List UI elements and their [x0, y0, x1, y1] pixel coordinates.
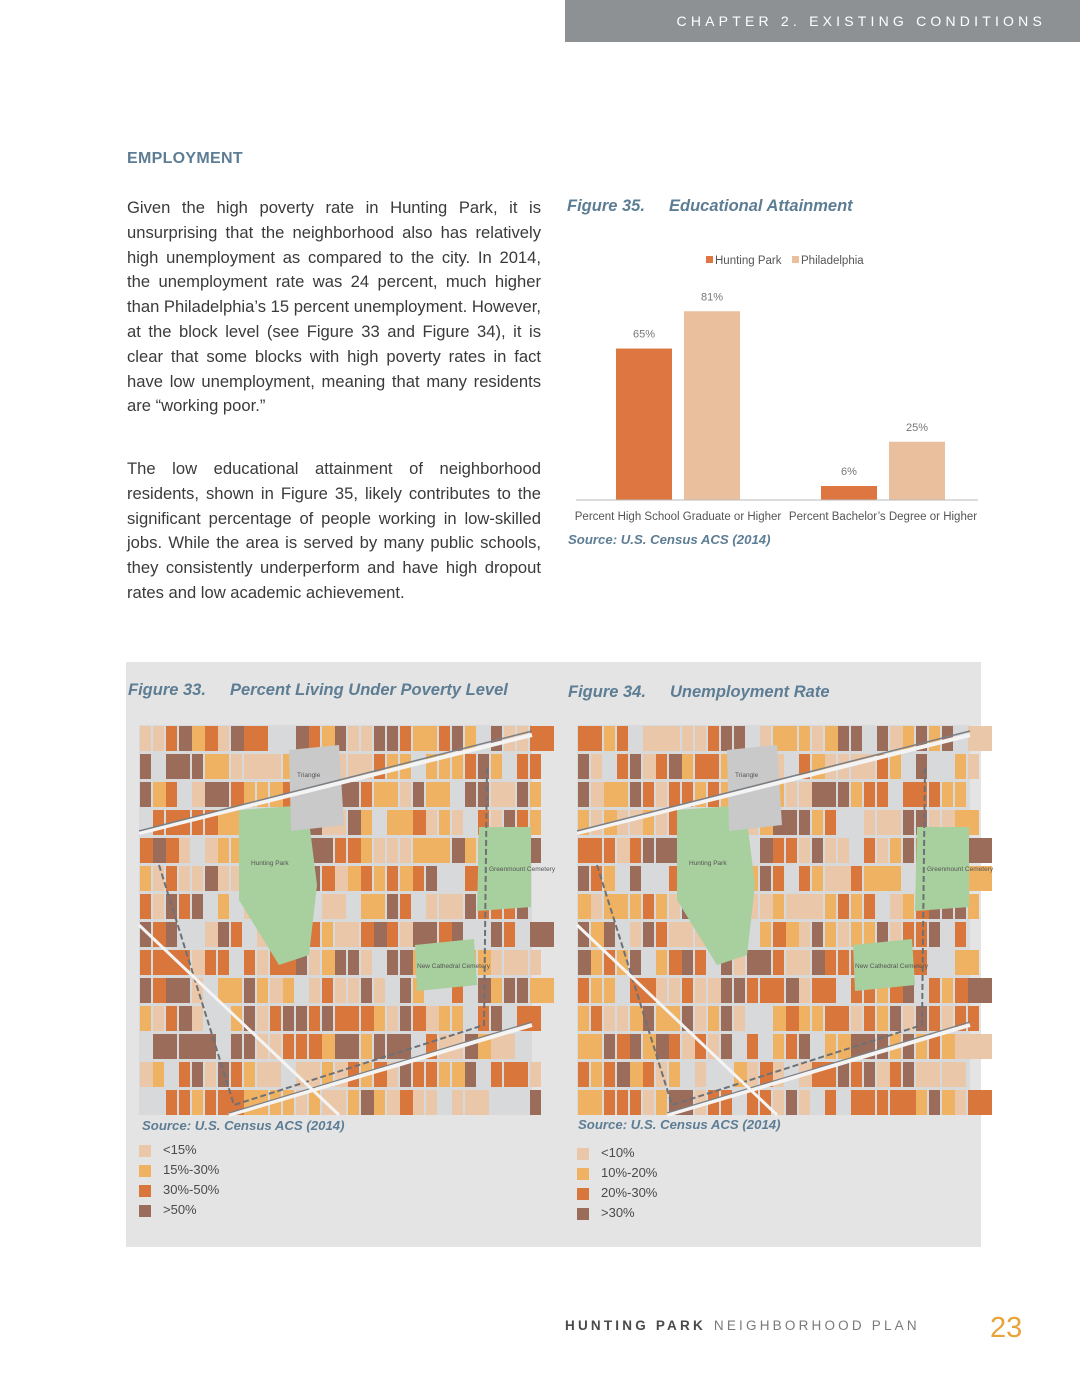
legend-label-0: Hunting Park: [715, 255, 782, 267]
figure-35-source: Source: U.S. Census ACS (2014): [568, 532, 771, 547]
legend-label: <10%: [601, 1145, 635, 1160]
value-label-1-1: 25%: [905, 421, 929, 434]
legend-swatch-1: [792, 256, 799, 263]
map-label-1: Hunting Park: [251, 860, 289, 867]
map-label-0: Triangle: [297, 772, 321, 779]
unemployment-map: [577, 725, 994, 1115]
bar-1-0: [684, 311, 740, 500]
footer-plan-bold: HUNTING PARK: [565, 1318, 706, 1333]
map-label-3: New Cathedral Cemetery: [855, 963, 928, 970]
section-heading: EMPLOYMENT: [127, 150, 243, 167]
figure-35-title: [567, 197, 853, 216]
bar-0-1: [821, 486, 877, 500]
figure-33-source: Source: U.S. Census ACS (2014): [142, 1118, 345, 1133]
legend-swatch: [139, 1145, 151, 1157]
legend-swatch-0: [706, 256, 713, 263]
footer-plan-light: NEIGHBORHOOD PLAN: [713, 1318, 920, 1333]
value-label-1-0: 81%: [700, 291, 724, 304]
legend-label: <15%: [163, 1142, 197, 1157]
legend-label: 10%-20%: [601, 1165, 658, 1180]
map-label-0: Triangle: [735, 772, 759, 779]
bar-1-1: [889, 442, 945, 500]
map-label-2: Greenmount Cemetery: [927, 866, 994, 873]
footer-plan-title: [565, 1318, 920, 1333]
maps-panel: [126, 662, 994, 1247]
legend-label: 15%-30%: [163, 1162, 220, 1177]
legend-swatch: [577, 1168, 589, 1180]
map-label-2: Greenmount Cemetery: [489, 866, 556, 873]
figure-33-title: [128, 681, 508, 700]
educational-attainment-chart: [566, 240, 986, 530]
value-label-0-0: 65%: [632, 328, 656, 341]
page-number: 23: [990, 1312, 1023, 1344]
value-label-0-1: 6%: [841, 466, 857, 479]
legend-swatch: [577, 1148, 589, 1160]
map-label-1: Hunting Park: [689, 860, 727, 867]
figure-34-caption: Unemployment Rate: [670, 683, 830, 701]
figure-35-number: Figure 35.: [567, 197, 645, 215]
category-label-1: Percent Bachelor’s Degree or Higher: [788, 511, 978, 523]
bar-0-0: [616, 349, 672, 500]
legend-label: 30%-50%: [163, 1182, 220, 1197]
legend-swatch: [577, 1208, 589, 1220]
legend-label: >50%: [163, 1202, 197, 1217]
legend-swatch: [139, 1165, 151, 1177]
legend-label-1: Philadelphia: [801, 255, 864, 267]
figure-34-number: Figure 34.: [568, 683, 646, 701]
chart-legend: [706, 255, 864, 267]
figure-33-caption: Percent Living Under Poverty Level: [230, 681, 508, 699]
chapter-title: CHAPTER 2. EXISTING CONDITIONS: [676, 13, 1046, 29]
legend-label: >30%: [601, 1205, 635, 1220]
map-label-3: New Cathedral Cemetery: [417, 963, 490, 970]
body-paragraph-2: The low educational attainment of neighborhood residents, shown in Figure 35, likely contributes to the significant percentage of people working in low-skilled jobs. While the area is served by many public schools, they consistently underperform and have high dropout rates and low academic achievement.: [127, 459, 541, 602]
figure-35-caption: Educational Attainment: [669, 197, 853, 215]
figure-34-title: [568, 683, 830, 702]
figure-33-number: Figure 33.: [128, 681, 206, 699]
poverty-map: [139, 725, 556, 1115]
legend-swatch: [139, 1185, 151, 1197]
category-label-0: Percent High School Graduate or Higher: [574, 511, 782, 523]
legend-label: 20%-30%: [601, 1185, 658, 1200]
legend-swatch: [577, 1188, 589, 1200]
legend-swatch: [139, 1205, 151, 1217]
chapter-header-bar: [565, 0, 1080, 42]
body-paragraph-1: Given the high poverty rate in Hunting Park, it is unsurprising that the neighborhood also has relatively high unemployment as compared to the city. In 2014, the unemployment rate was 24 percent, much higher than Philadelphia’s 15 percent unemployment. However, at the block level (see Figure 33 and Figure 34), it is clear that some blocks with high poverty rates in fact have low unemployment, meaning that many residents are “working poor.”: [127, 198, 541, 416]
figure-34-source: Source: U.S. Census ACS (2014): [578, 1117, 781, 1132]
